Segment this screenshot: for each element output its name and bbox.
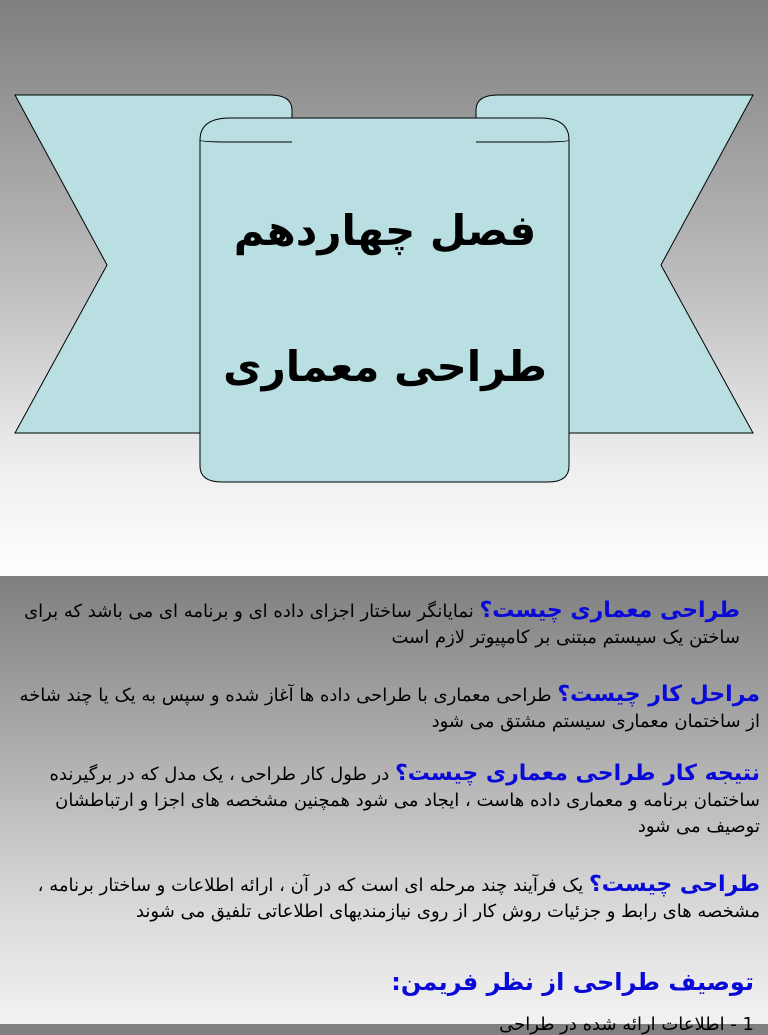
answer-text: در طول کار طراحی ، یک مدل که در برگیرنده ساختمان برنامه و معماری داده هاست ، ایجاد می شود همچنین مشخصه های اجزا و ارتباطشان توصیف می شود (49, 764, 760, 837)
banner-center-panel (200, 118, 569, 482)
question-label: نتیجه کار طراحی معماری چیست؟ (395, 761, 760, 786)
chapter-title: فصل چهاردهم (233, 206, 537, 255)
chapter-subtitle: طراحی معماری (223, 342, 547, 391)
paragraph-design-result (14, 761, 760, 840)
content-slide (0, 576, 768, 1035)
freeman-heading: توصیف طراحی از نظر فریمن: (391, 968, 754, 996)
question-label: طراحی چیست؟ (589, 872, 760, 897)
list-item-cut-off: 1 - اطلاعات ارائه شده در طراحی (499, 1014, 754, 1035)
question-label: مراحل کار چیست؟ (557, 682, 760, 707)
paragraph-work-steps (14, 682, 760, 735)
answer-text: یک فرآیند چند مرحله ای است که در آن ، ارائه اطلاعات و ساختار برنامه ، مشخصه های رابط و جزئیات روش کار از روی نیازمندیهای اطلاعاتی تلفیق می شوند (37, 875, 760, 922)
answer-text: طراحی معماری با طراحی داده ها آغاز شده و سپس به یک یا چند شاخه از ساختمان معماری سیستم مشتق می شود (19, 685, 760, 732)
question-label: طراحی معماری چیست؟ (479, 598, 740, 623)
answer-text: نمایانگر ساختار اجزای داده ای و برنامه ای می باشد که برای ساختن یک سیستم مبتنی بر کامپیوتر لازم است (24, 601, 740, 648)
paragraph-architecture-definition (14, 598, 760, 651)
paragraph-design-definition (14, 872, 760, 925)
